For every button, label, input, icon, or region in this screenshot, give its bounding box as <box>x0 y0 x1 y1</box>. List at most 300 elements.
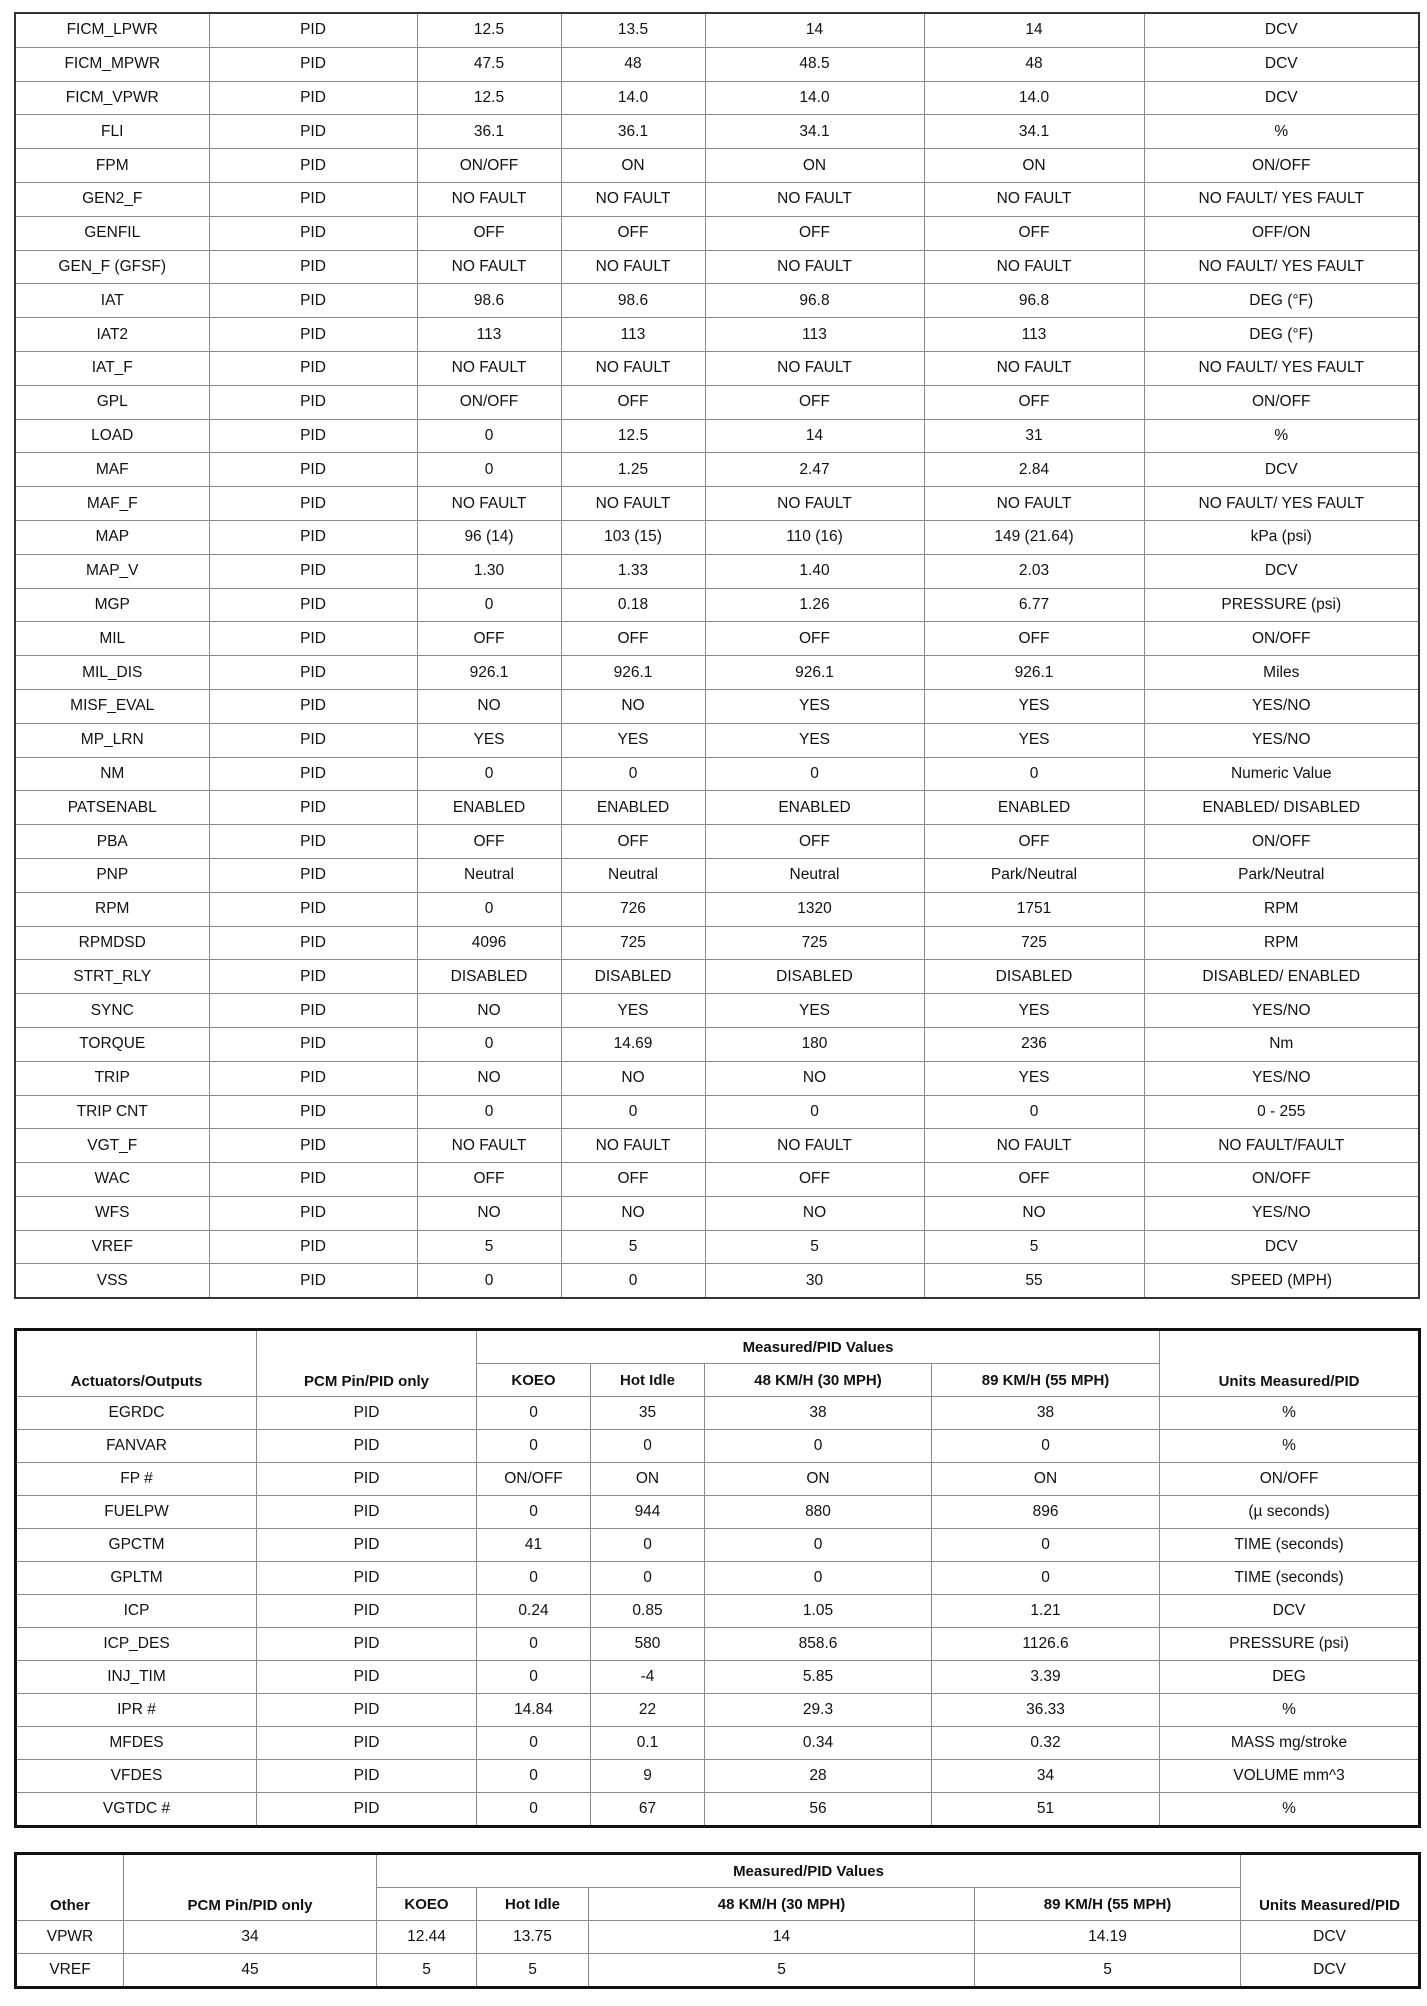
units-cell: DCV <box>1241 1921 1420 1954</box>
table-row <box>15 858 1419 892</box>
table-row <box>15 13 1419 47</box>
units-cell: ON/OFF <box>1144 1163 1419 1197</box>
hot-idle-value-cell: NO <box>561 1196 705 1230</box>
units-cell: ON/OFF <box>1160 1463 1420 1496</box>
30mph-value-cell: ON <box>705 1463 932 1496</box>
hot-idle-value-cell: OFF <box>561 1163 705 1197</box>
pcm-pin-cell: PID <box>209 1230 417 1264</box>
55mph-value-cell: 725 <box>924 926 1144 960</box>
pcm-pin-cell: 34 <box>124 1921 377 1954</box>
hot-idle-value-cell: Neutral <box>561 858 705 892</box>
55mph-value-cell: 38 <box>932 1397 1160 1430</box>
55mph-value-cell: 5 <box>975 1954 1241 1988</box>
55mph-value-cell: 113 <box>924 318 1144 352</box>
30mph-value-cell: 0 <box>705 1430 932 1463</box>
param-name-cell: MAF_F <box>15 487 209 521</box>
30mph-value-cell: 880 <box>705 1496 932 1529</box>
pcm-pin-cell: PID <box>209 520 417 554</box>
pcm-pin-cell: PID <box>209 960 417 994</box>
hot-idle-value-cell: 5 <box>561 1230 705 1264</box>
param-name-cell: FANVAR <box>16 1430 257 1463</box>
pcm-pin-cell: PID <box>257 1430 477 1463</box>
param-name-cell: WFS <box>15 1196 209 1230</box>
30mph-value-cell: OFF <box>705 825 924 859</box>
hot-idle-value-cell: OFF <box>561 385 705 419</box>
table-row <box>16 1463 1420 1496</box>
table-row <box>15 115 1419 149</box>
pcm-pin-cell: PID <box>209 1027 417 1061</box>
55mph-value-cell: OFF <box>924 216 1144 250</box>
55mph-value-cell: 236 <box>924 1027 1144 1061</box>
hot-idle-value-cell: ENABLED <box>561 791 705 825</box>
55mph-value-cell: 5 <box>924 1230 1144 1264</box>
param-name-cell: IAT_F <box>15 351 209 385</box>
30mph-value-cell: YES <box>705 723 924 757</box>
30mph-value-cell: 0 <box>705 1529 932 1562</box>
table-row <box>16 1760 1420 1793</box>
55mph-value-cell: NO FAULT <box>924 1129 1144 1163</box>
55mph-value-cell: ON <box>932 1463 1160 1496</box>
koeo-value-cell: 96 (14) <box>417 520 561 554</box>
hot-idle-value-cell: 14.0 <box>561 81 705 115</box>
param-name-cell: PATSENABL <box>15 791 209 825</box>
55mph-value-cell: YES <box>924 723 1144 757</box>
55mph-value-cell: OFF <box>924 1163 1144 1197</box>
55mph-value-cell: 0 <box>924 1095 1144 1129</box>
units-cell: Miles <box>1144 656 1419 690</box>
header-pcm-pin: PCM Pin/PID only <box>257 1330 477 1397</box>
pcm-pin-cell: PID <box>209 791 417 825</box>
table-row <box>16 1595 1420 1628</box>
header-30mph: 48 KM/H (30 MPH) <box>705 1364 932 1397</box>
pcm-pin-cell: PID <box>209 149 417 183</box>
pcm-pin-cell: PID <box>209 1061 417 1095</box>
30mph-value-cell: 14 <box>705 419 924 453</box>
table-row <box>15 757 1419 791</box>
55mph-value-cell: NO FAULT <box>924 182 1144 216</box>
pcm-pin-cell: PID <box>257 1727 477 1760</box>
param-name-cell: PBA <box>15 825 209 859</box>
units-cell: DEG <box>1160 1661 1420 1694</box>
units-cell: ON/OFF <box>1144 149 1419 183</box>
param-name-cell: FP # <box>16 1463 257 1496</box>
30mph-value-cell: 5 <box>589 1954 975 1988</box>
55mph-value-cell: DISABLED <box>924 960 1144 994</box>
30mph-value-cell: 1.05 <box>705 1595 932 1628</box>
koeo-value-cell: OFF <box>417 216 561 250</box>
30mph-value-cell: 48.5 <box>705 47 924 81</box>
koeo-value-cell: OFF <box>417 622 561 656</box>
param-name-cell: TORQUE <box>15 1027 209 1061</box>
koeo-value-cell: 98.6 <box>417 284 561 318</box>
koeo-value-cell: 0 <box>477 1727 591 1760</box>
param-name-cell: WAC <box>15 1163 209 1197</box>
header-measured-values: Measured/PID Values <box>477 1330 1160 1364</box>
koeo-value-cell: 47.5 <box>417 47 561 81</box>
units-cell: NO FAULT/ YES FAULT <box>1144 351 1419 385</box>
param-name-cell: VFDES <box>16 1760 257 1793</box>
units-cell: VOLUME mm^3 <box>1160 1760 1420 1793</box>
30mph-value-cell: 0 <box>705 757 924 791</box>
param-name-cell: MAF <box>15 453 209 487</box>
param-name-cell: FICM_MPWR <box>15 47 209 81</box>
30mph-value-cell: Neutral <box>705 858 924 892</box>
units-cell: SPEED (MPH) <box>1144 1264 1419 1298</box>
param-name-cell: MP_LRN <box>15 723 209 757</box>
30mph-value-cell: 29.3 <box>705 1694 932 1727</box>
koeo-value-cell: 0 <box>477 1793 591 1827</box>
table-row <box>15 723 1419 757</box>
pcm-pin-cell: PID <box>209 453 417 487</box>
koeo-value-cell: 1.30 <box>417 554 561 588</box>
units-cell: ON/OFF <box>1144 825 1419 859</box>
hot-idle-value-cell: YES <box>561 723 705 757</box>
pcm-pin-cell: PID <box>257 1397 477 1430</box>
30mph-value-cell: 38 <box>705 1397 932 1430</box>
units-cell: YES/NO <box>1144 1196 1419 1230</box>
param-name-cell: VREF <box>16 1954 124 1988</box>
pcm-pin-cell: PID <box>209 994 417 1028</box>
55mph-value-cell: 149 (21.64) <box>924 520 1144 554</box>
units-cell: % <box>1160 1694 1420 1727</box>
param-name-cell: MFDES <box>16 1727 257 1760</box>
30mph-value-cell: 0 <box>705 1562 932 1595</box>
table-row <box>15 216 1419 250</box>
header-units: Units Measured/PID <box>1160 1330 1420 1397</box>
pcm-pin-cell: PID <box>209 81 417 115</box>
koeo-value-cell: NO FAULT <box>417 487 561 521</box>
pcm-pin-cell: PID <box>209 588 417 622</box>
hot-idle-value-cell: 98.6 <box>561 284 705 318</box>
param-name-cell: TRIP CNT <box>15 1095 209 1129</box>
55mph-value-cell: 0 <box>932 1562 1160 1595</box>
param-name-cell: FICM_VPWR <box>15 81 209 115</box>
pcm-pin-cell: PID <box>209 723 417 757</box>
koeo-value-cell: 0 <box>417 419 561 453</box>
koeo-value-cell: 0 <box>417 892 561 926</box>
table-row <box>15 825 1419 859</box>
param-name-cell: IAT <box>15 284 209 318</box>
units-cell: TIME (seconds) <box>1160 1529 1420 1562</box>
units-cell: OFF/ON <box>1144 216 1419 250</box>
param-name-cell: GPL <box>15 385 209 419</box>
units-cell: YES/NO <box>1144 1061 1419 1095</box>
30mph-value-cell: OFF <box>705 216 924 250</box>
param-name-cell: GEN_F (GFSF) <box>15 250 209 284</box>
pcm-pin-cell: PID <box>209 825 417 859</box>
pcm-pin-cell: PID <box>209 926 417 960</box>
pcm-pin-cell: PID <box>209 1264 417 1298</box>
koeo-value-cell: ON/OFF <box>417 385 561 419</box>
header-row-1 <box>16 1330 1420 1364</box>
pcm-pin-cell: PID <box>209 622 417 656</box>
koeo-value-cell: 0 <box>417 1027 561 1061</box>
koeo-value-cell: ON/OFF <box>477 1463 591 1496</box>
param-name-cell: FUELPW <box>16 1496 257 1529</box>
koeo-value-cell: ON/OFF <box>417 149 561 183</box>
table-row <box>16 1954 1420 1988</box>
table-row <box>15 656 1419 690</box>
30mph-value-cell: 5 <box>705 1230 924 1264</box>
55mph-value-cell: 2.84 <box>924 453 1144 487</box>
koeo-value-cell: NO <box>417 689 561 723</box>
pcm-pin-cell: PID <box>209 1095 417 1129</box>
pcm-pin-cell: PID <box>209 1196 417 1230</box>
table-row <box>15 1163 1419 1197</box>
hot-idle-value-cell: 0 <box>561 1095 705 1129</box>
param-name-cell: MIL_DIS <box>15 656 209 690</box>
30mph-value-cell: 56 <box>705 1793 932 1827</box>
units-cell: DCV <box>1144 13 1419 47</box>
param-name-cell: VREF <box>15 1230 209 1264</box>
koeo-value-cell: 0 <box>477 1628 591 1661</box>
table-row <box>15 149 1419 183</box>
param-name-cell: TRIP <box>15 1061 209 1095</box>
header-55mph: 89 KM/H (55 MPH) <box>975 1888 1241 1921</box>
hot-idle-value-cell: NO FAULT <box>561 351 705 385</box>
table-row <box>16 1727 1420 1760</box>
55mph-value-cell: NO <box>924 1196 1144 1230</box>
header-actuators-outputs: Actuators/Outputs <box>16 1330 257 1397</box>
koeo-value-cell: 12.5 <box>417 81 561 115</box>
units-cell: Numeric Value <box>1144 757 1419 791</box>
actuators-outputs-body <box>16 1397 1420 1827</box>
koeo-value-cell: NO <box>417 1061 561 1095</box>
koeo-value-cell: 5 <box>377 1954 477 1988</box>
55mph-value-cell: OFF <box>924 825 1144 859</box>
table-row <box>15 520 1419 554</box>
units-cell: Park/Neutral <box>1144 858 1419 892</box>
55mph-value-cell: 51 <box>932 1793 1160 1827</box>
param-name-cell: FPM <box>15 149 209 183</box>
pcm-pin-cell: PID <box>209 892 417 926</box>
koeo-value-cell: NO FAULT <box>417 1129 561 1163</box>
hot-idle-value-cell: NO <box>561 1061 705 1095</box>
units-cell: ON/OFF <box>1144 385 1419 419</box>
units-cell: DCV <box>1144 1230 1419 1264</box>
55mph-value-cell: ON <box>924 149 1144 183</box>
table-row <box>15 689 1419 723</box>
koeo-value-cell: 0 <box>417 453 561 487</box>
koeo-value-cell: 0 <box>477 1496 591 1529</box>
units-cell: RPM <box>1144 892 1419 926</box>
55mph-value-cell: 31 <box>924 419 1144 453</box>
param-name-cell: INJ_TIM <box>16 1661 257 1694</box>
koeo-value-cell: DISABLED <box>417 960 561 994</box>
55mph-value-cell: 14 <box>924 13 1144 47</box>
hot-idle-value-cell: NO FAULT <box>561 1129 705 1163</box>
units-cell: DEG (°F) <box>1144 318 1419 352</box>
param-name-cell: PNP <box>15 858 209 892</box>
units-cell: NO FAULT/ YES FAULT <box>1144 182 1419 216</box>
30mph-value-cell: 1.26 <box>705 588 924 622</box>
table-row <box>16 1921 1420 1954</box>
hot-idle-value-cell: 0.1 <box>591 1727 705 1760</box>
pcm-pin-cell: PID <box>209 250 417 284</box>
koeo-value-cell: NO <box>417 1196 561 1230</box>
hot-idle-value-cell: 5 <box>477 1954 589 1988</box>
hot-idle-value-cell: DISABLED <box>561 960 705 994</box>
table-row <box>16 1529 1420 1562</box>
30mph-value-cell: 0 <box>705 1095 924 1129</box>
table-row <box>15 47 1419 81</box>
param-name-cell: VPWR <box>16 1921 124 1954</box>
pcm-pin-cell: PID <box>257 1463 477 1496</box>
units-cell: DISABLED/ ENABLED <box>1144 960 1419 994</box>
param-name-cell: FLI <box>15 115 209 149</box>
55mph-value-cell: NO FAULT <box>924 487 1144 521</box>
55mph-value-cell: 1751 <box>924 892 1144 926</box>
units-cell: TIME (seconds) <box>1160 1562 1420 1595</box>
hot-idle-value-cell: 35 <box>591 1397 705 1430</box>
param-name-cell: MISF_EVAL <box>15 689 209 723</box>
hot-idle-value-cell: 9 <box>591 1760 705 1793</box>
pcm-pin-cell: PID <box>209 47 417 81</box>
55mph-value-cell: 14.0 <box>924 81 1144 115</box>
30mph-value-cell: DISABLED <box>705 960 924 994</box>
units-cell: MASS mg/stroke <box>1160 1727 1420 1760</box>
units-cell: DCV <box>1144 554 1419 588</box>
pid-values-body <box>15 13 1419 1298</box>
pcm-pin-cell: PID <box>257 1562 477 1595</box>
hot-idle-value-cell: NO FAULT <box>561 182 705 216</box>
table-row <box>15 1129 1419 1163</box>
table-row <box>16 1430 1420 1463</box>
table-row <box>15 892 1419 926</box>
55mph-value-cell: 14.19 <box>975 1921 1241 1954</box>
55mph-value-cell: 55 <box>924 1264 1144 1298</box>
pid-values-table <box>14 12 1420 1299</box>
pcm-pin-cell: PID <box>209 689 417 723</box>
hot-idle-value-cell: ON <box>591 1463 705 1496</box>
30mph-value-cell: ON <box>705 149 924 183</box>
header-other: Other <box>16 1854 124 1921</box>
param-name-cell: NM <box>15 757 209 791</box>
units-cell: DCV <box>1241 1954 1420 1988</box>
units-cell: ENABLED/ DISABLED <box>1144 791 1419 825</box>
30mph-value-cell: 34.1 <box>705 115 924 149</box>
table-row <box>15 588 1419 622</box>
table-row <box>15 960 1419 994</box>
units-cell: % <box>1160 1793 1420 1827</box>
param-name-cell: MGP <box>15 588 209 622</box>
table-row <box>15 182 1419 216</box>
table-row <box>15 554 1419 588</box>
pcm-pin-cell: PID <box>209 284 417 318</box>
koeo-value-cell: NO FAULT <box>417 250 561 284</box>
param-name-cell: IPR # <box>16 1694 257 1727</box>
koeo-value-cell: 36.1 <box>417 115 561 149</box>
hot-idle-value-cell: ON <box>561 149 705 183</box>
55mph-value-cell: 0.32 <box>932 1727 1160 1760</box>
30mph-value-cell: YES <box>705 994 924 1028</box>
30mph-value-cell: NO FAULT <box>705 351 924 385</box>
hot-idle-value-cell: 1.25 <box>561 453 705 487</box>
koeo-value-cell: NO <box>417 994 561 1028</box>
units-cell: PRESSURE (psi) <box>1160 1628 1420 1661</box>
55mph-value-cell: 0 <box>932 1529 1160 1562</box>
30mph-value-cell: 28 <box>705 1760 932 1793</box>
header-hot-idle: Hot Idle <box>477 1888 589 1921</box>
units-cell: DEG (°F) <box>1144 284 1419 318</box>
30mph-value-cell: NO FAULT <box>705 182 924 216</box>
30mph-value-cell: 858.6 <box>705 1628 932 1661</box>
hot-idle-value-cell: 67 <box>591 1793 705 1827</box>
table-row <box>15 419 1419 453</box>
hot-idle-value-cell: 0 <box>591 1562 705 1595</box>
table-row <box>15 1196 1419 1230</box>
hot-idle-value-cell: OFF <box>561 825 705 859</box>
units-cell: Nm <box>1144 1027 1419 1061</box>
table-row <box>15 1095 1419 1129</box>
pcm-pin-cell: PID <box>257 1529 477 1562</box>
units-cell: (µ seconds) <box>1160 1496 1420 1529</box>
koeo-value-cell: Neutral <box>417 858 561 892</box>
units-cell: NO FAULT/FAULT <box>1144 1129 1419 1163</box>
30mph-value-cell: NO FAULT <box>705 1129 924 1163</box>
units-cell: NO FAULT/ YES FAULT <box>1144 250 1419 284</box>
hot-idle-value-cell: 13.5 <box>561 13 705 47</box>
table-row <box>15 284 1419 318</box>
units-cell: DCV <box>1144 81 1419 115</box>
55mph-value-cell: YES <box>924 994 1144 1028</box>
koeo-value-cell: NO FAULT <box>417 182 561 216</box>
koeo-value-cell: 12.5 <box>417 13 561 47</box>
pcm-pin-cell: PID <box>209 115 417 149</box>
30mph-value-cell: 2.47 <box>705 453 924 487</box>
hot-idle-value-cell: 13.75 <box>477 1921 589 1954</box>
units-cell: YES/NO <box>1144 994 1419 1028</box>
koeo-value-cell: OFF <box>417 825 561 859</box>
55mph-value-cell: 3.39 <box>932 1661 1160 1694</box>
units-cell: % <box>1144 115 1419 149</box>
table-row <box>16 1793 1420 1827</box>
param-name-cell: RPMDSD <box>15 926 209 960</box>
pcm-pin-cell: PID <box>209 1129 417 1163</box>
param-name-cell: GENFIL <box>15 216 209 250</box>
hot-idle-value-cell: 36.1 <box>561 115 705 149</box>
koeo-value-cell: 0 <box>417 1095 561 1129</box>
pcm-pin-cell: PID <box>257 1595 477 1628</box>
hot-idle-value-cell: -4 <box>591 1661 705 1694</box>
pcm-pin-cell: PID <box>209 318 417 352</box>
pcm-pin-cell: PID <box>209 13 417 47</box>
pcm-pin-cell: PID <box>209 351 417 385</box>
pcm-pin-cell: PID <box>257 1793 477 1827</box>
koeo-value-cell: 0.24 <box>477 1595 591 1628</box>
table-row <box>15 453 1419 487</box>
30mph-value-cell: 5.85 <box>705 1661 932 1694</box>
koeo-value-cell: 0 <box>417 588 561 622</box>
hot-idle-value-cell: 580 <box>591 1628 705 1661</box>
55mph-value-cell: 34.1 <box>924 115 1144 149</box>
table-row <box>16 1562 1420 1595</box>
units-cell: % <box>1160 1430 1420 1463</box>
koeo-value-cell: 926.1 <box>417 656 561 690</box>
55mph-value-cell: 2.03 <box>924 554 1144 588</box>
hot-idle-value-cell: 725 <box>561 926 705 960</box>
hot-idle-value-cell: 48 <box>561 47 705 81</box>
30mph-value-cell: OFF <box>705 622 924 656</box>
pcm-pin-cell: PID <box>209 385 417 419</box>
30mph-value-cell: 14 <box>589 1921 975 1954</box>
table-row <box>16 1628 1420 1661</box>
55mph-value-cell: 6.77 <box>924 588 1144 622</box>
koeo-value-cell: 41 <box>477 1529 591 1562</box>
table-row <box>15 1027 1419 1061</box>
param-name-cell: GEN2_F <box>15 182 209 216</box>
30mph-value-cell: 926.1 <box>705 656 924 690</box>
